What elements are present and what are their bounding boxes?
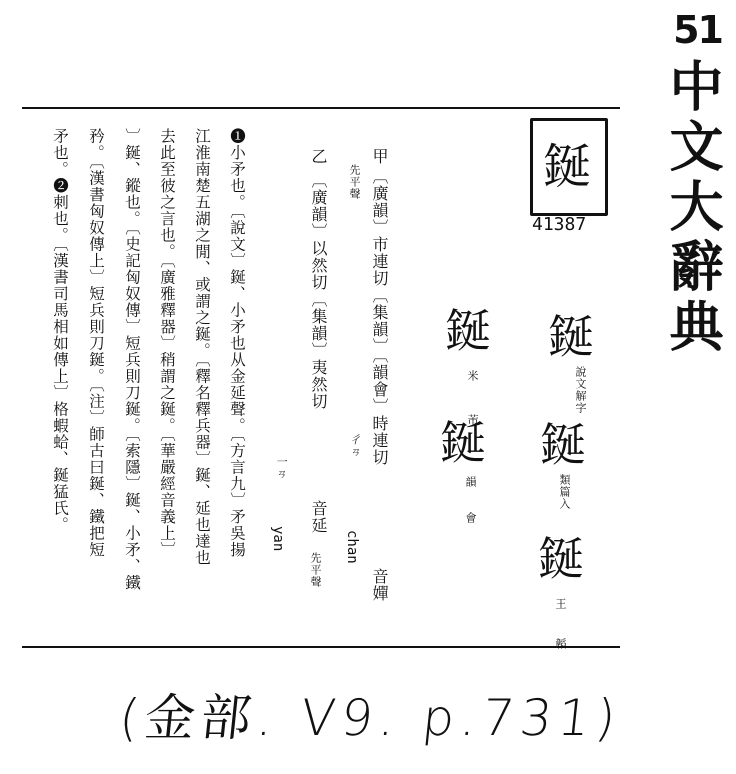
handwritten-annotation: (金部. V9. p.731): [116, 689, 625, 747]
definition-line-1: ❶小矛也。〔說文〕鋋、小矛也从金延聲。〔方言九〕矛吳揚: [228, 128, 246, 558]
book-title: 中文大辭典: [661, 58, 724, 358]
glyph-form-wangtao: 鋋: [538, 532, 584, 586]
pronunciation-yi-text: 〔廣韻〕以然切〔集韻〕夷然切: [309, 172, 328, 410]
pronunciation-yi-romanization: yan: [270, 526, 286, 552]
pronunciation-yi-tone: 音延: [309, 500, 328, 534]
glyph-caption-shuowen: 說文解字: [574, 366, 587, 414]
entry-number: 41387: [532, 214, 587, 235]
bottom-rule: [22, 646, 620, 648]
glyph-caption-leipian: 類篇入: [558, 474, 571, 510]
pronunciation-yi-label: 乙: [309, 148, 328, 165]
pronunciation-jia-handnote: 彳ㄢ: [348, 434, 361, 458]
pronunciation-jia-tone: 音嬋: [370, 568, 389, 602]
top-rule: [22, 107, 620, 109]
glyph-form-leipian: 鋋: [540, 418, 586, 472]
pronunciation-yi-handnote: 一ㄢ: [274, 456, 287, 480]
pronunciation-jia-label: 甲: [370, 148, 389, 165]
definition-line-2: 江淮南楚五湖之閒、或謂之鋋。〔釋名釋兵器〕鋋、延也達也: [193, 128, 211, 566]
glyph-form-shuowen: 鋋: [548, 310, 594, 364]
glyph-form-mifu: 鋋: [445, 304, 491, 358]
glyph-caption-mifu: 米 芾: [466, 370, 479, 435]
pronunciation-jia-text: 〔廣韻〕市連切〔集韻〕〔韻會〕時連切: [370, 168, 389, 466]
pronunciation-jia-rhyme: 先平聲: [348, 164, 361, 200]
definition-line-3: 去此至彼之言也。〔廣雅釋器〕稍謂之鋋。〔華嚴經音義上〕: [158, 128, 176, 558]
glyph-form-yunhui: 鋋: [440, 416, 486, 470]
page-number: 51: [673, 8, 722, 52]
definition-line-5: 矜。〔漢書匈奴傳上〕短兵則刀鋋。〔注〕師古曰鋋、鐵把短: [87, 128, 105, 558]
headword: 鋋: [543, 139, 592, 195]
definition-line-6: 矛也。❷刺也。〔漢書司馬相如傳上〕格蝦蛤、鋋猛氏。: [51, 128, 69, 533]
definition-line-4: 〕鋋、鏦也。〔史記匈奴傳〕短兵則刀鋋。〔索隱〕鋋、小矛、鐵: [123, 128, 141, 591]
pronunciation-yi-rhyme: 先平聲: [309, 552, 322, 588]
glyph-caption-yunhui: 韻 會: [464, 476, 477, 529]
pronunciation-jia-romanization: chan: [344, 530, 360, 564]
glyph-caption-wangtao: 王 韜: [554, 598, 567, 657]
